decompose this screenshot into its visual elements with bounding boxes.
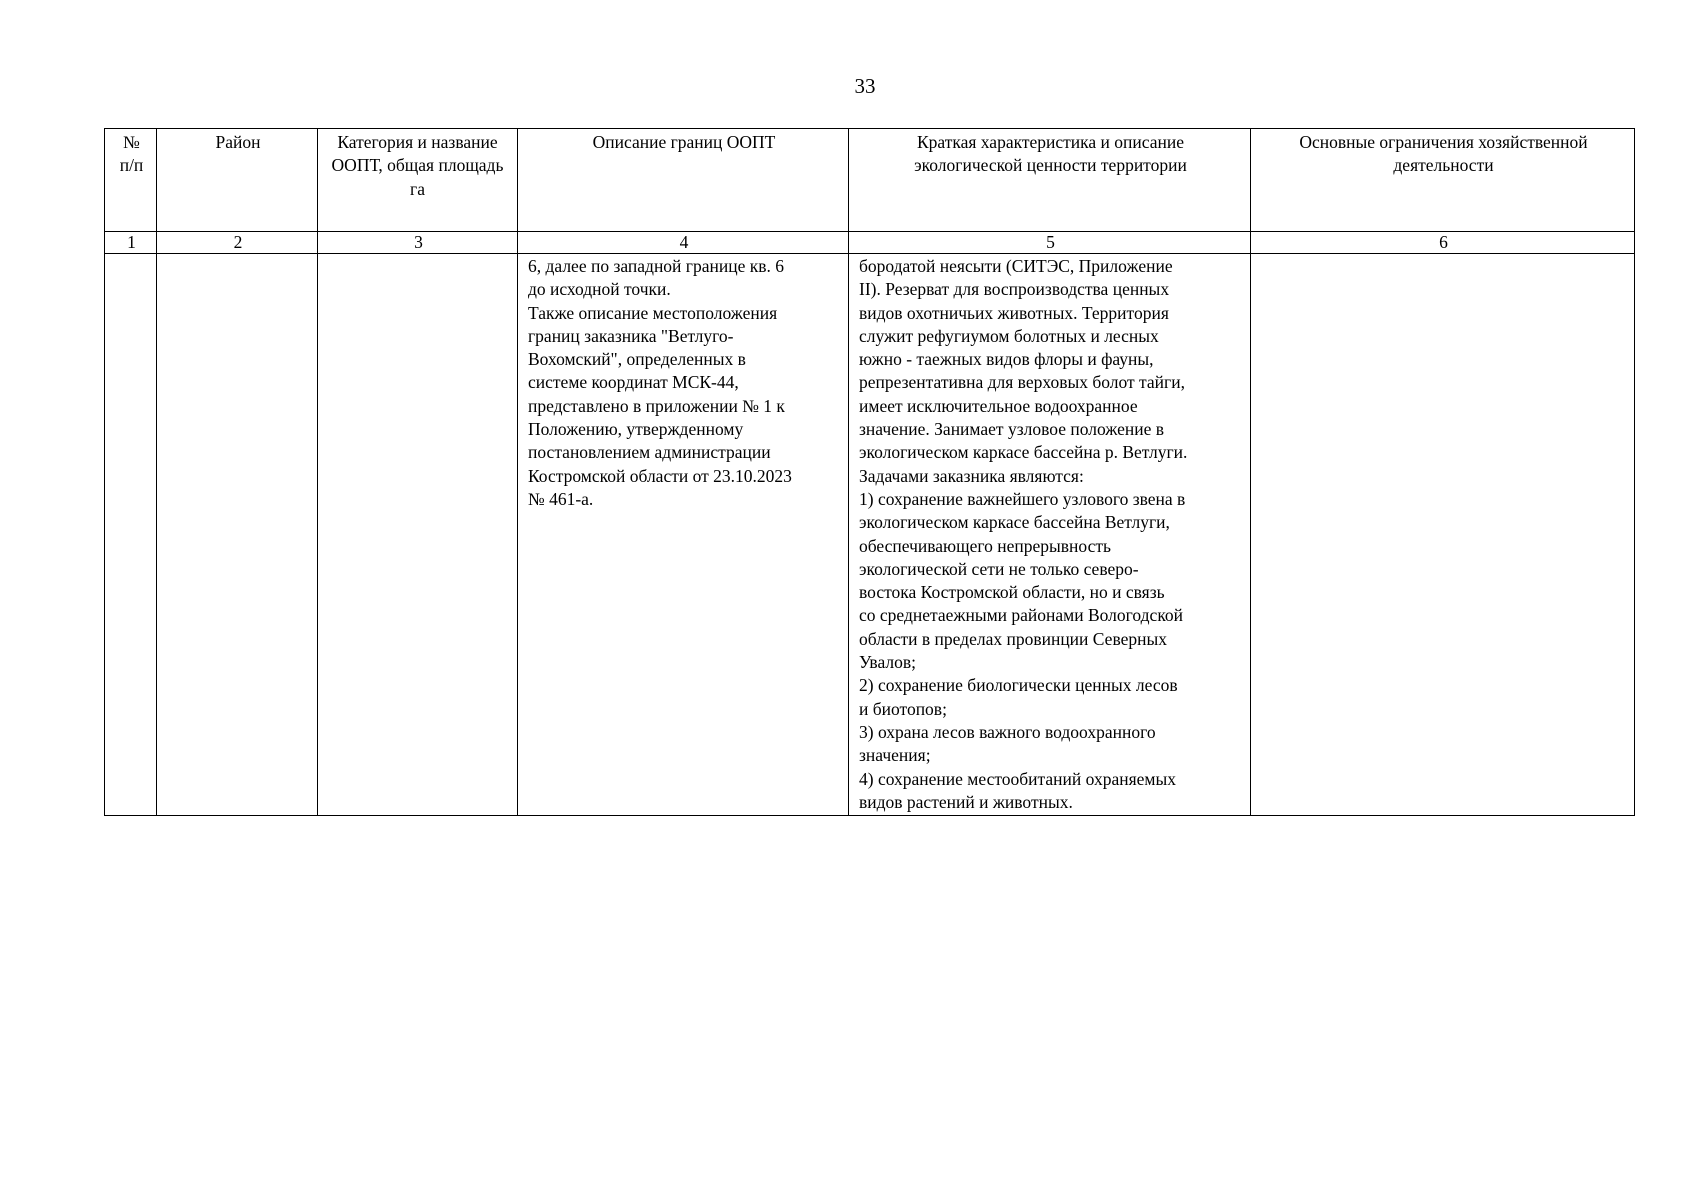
header-boundary-description: Описание границ ООПТ bbox=[518, 129, 849, 232]
protected-areas-table bbox=[104, 128, 1635, 816]
table-header-row bbox=[105, 129, 1635, 232]
cell-district bbox=[157, 254, 318, 816]
header-district: Район bbox=[157, 129, 318, 232]
column-number-row bbox=[105, 232, 1635, 254]
column-number: 5 bbox=[849, 232, 1251, 254]
cell-category-name-area bbox=[318, 254, 518, 816]
column-number: 4 bbox=[518, 232, 849, 254]
cell-number bbox=[105, 254, 157, 816]
column-number: 1 bbox=[105, 232, 157, 254]
header-number: № п/п bbox=[105, 129, 157, 232]
column-number: 6 bbox=[1251, 232, 1635, 254]
cell-characteristics: бородатой неясыти (СИТЭС, Приложение II). Резерват для воспроизводства ценных видов охотничьих животных. Территория служит рефугиумом болотных и лесных южно - таежных видов флоры и фауны, репрезентативна для верховых болот тайги, имеет исключительное водоохранное значение. Занимает узловое положение в экологическом каркасе бассейна р. Ветлуги. Задачами заказника являются: 1) сохранение важнейшего узлового звена в экологическом каркасе бассейна Ветлуги, обеспечивающего непрерывность экологической сети не только северо- востока Костромской области, но и связь со среднетаежными районами Вологодской области в пределах провинции Северных Увалов; 2) сохранение биологически ценных лесов и биотопов; 3) охрана лесов важного водоохранного значения; 4) сохранение местообитаний охраняемых видов растений и животных. bbox=[849, 254, 1251, 816]
page-number: 33 bbox=[854, 74, 876, 98]
table-row bbox=[105, 254, 1635, 816]
column-number: 3 bbox=[318, 232, 518, 254]
header-restrictions: Основные ограничения хозяйственной деятельности bbox=[1251, 129, 1635, 232]
header-characteristics: Краткая характеристика и описание экологической ценности территории bbox=[849, 129, 1251, 232]
header-category-name-area: Категория и название ООПТ, общая площадь га bbox=[318, 129, 518, 232]
column-number: 2 bbox=[157, 232, 318, 254]
cell-boundary-description: 6, далее по западной границе кв. 6 до исходной точки. Также описание местоположения границ заказника "Ветлуго- Вохомский", определенных в системе координат МСК-44, представлено в приложении № 1 к Положению, утвержденному постановлением администрации Костромской области от 23.10.2023 № 461-а. bbox=[518, 254, 849, 816]
cell-restrictions bbox=[1251, 254, 1635, 816]
